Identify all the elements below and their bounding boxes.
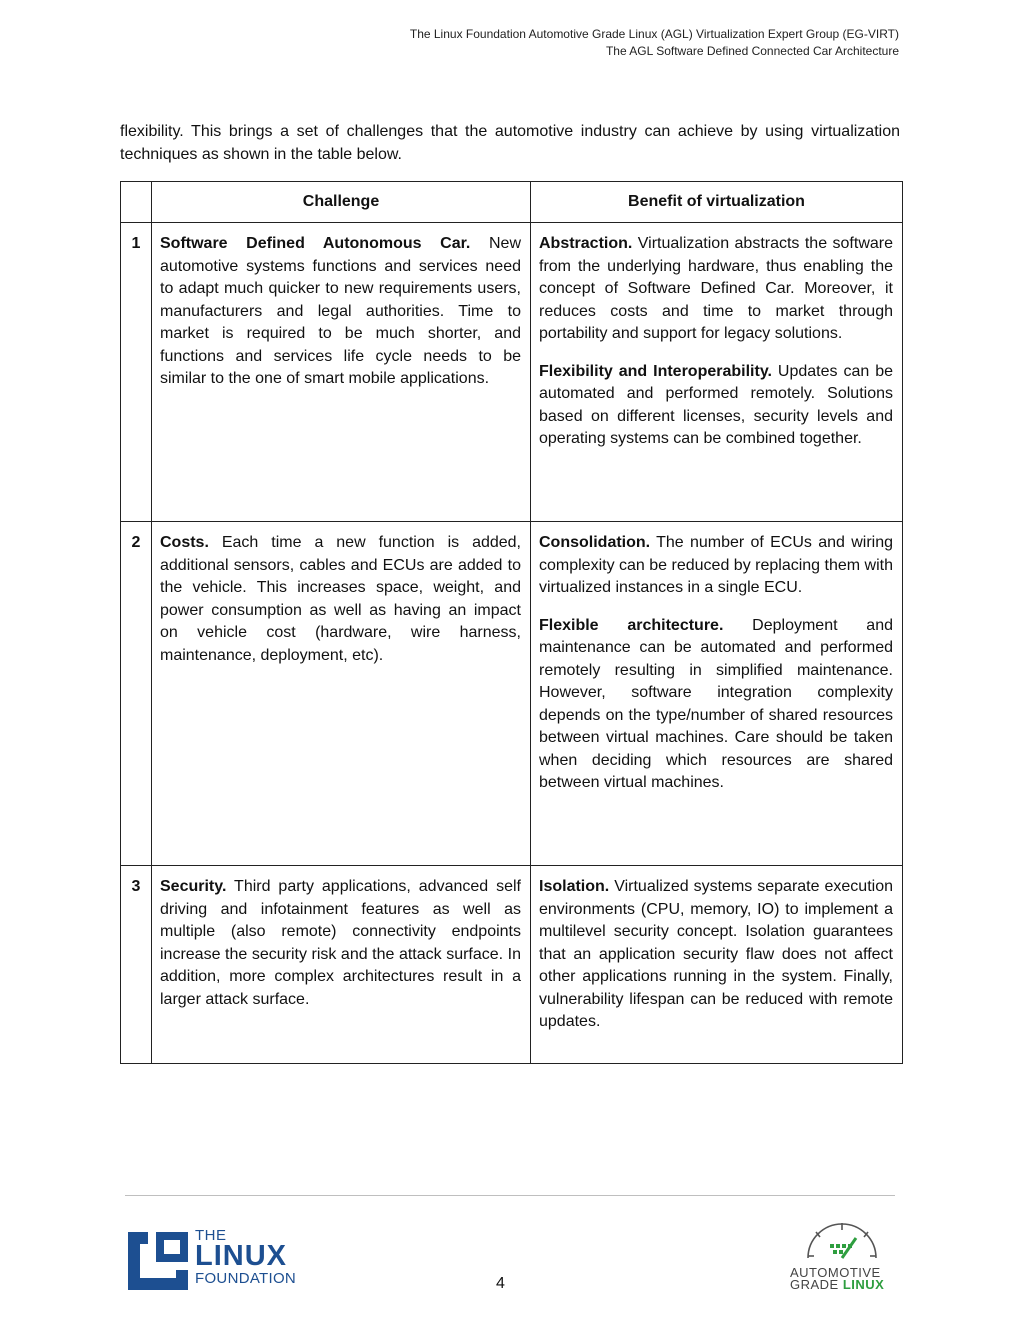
benefit-cell: [531, 866, 903, 1064]
agl-grade: GRADE: [790, 1277, 843, 1292]
agl-automotive-text: AUTOMOTIVE: [790, 1265, 881, 1280]
benefit-body: Virtualization abstracts the software from the underlying hardware, thus enabling the concept of Software Defined Car. Moreover, it reduces costs and time to market through portability and support for legacy solutions.: [539, 235, 893, 342]
benefit-text: [539, 615, 893, 795]
challenges-table: [120, 181, 903, 1064]
header-line-2: The AGL Software Defined Connected Car Architecture: [605, 44, 899, 58]
benefit-cell: [531, 522, 903, 866]
challenge-title: Security.: [160, 878, 227, 895]
table-row: [121, 866, 903, 1064]
benefit-text: [539, 876, 893, 1034]
agl-linux: LINUX: [842, 1277, 885, 1292]
challenge-title: Software Defined Autonomous Car.: [160, 235, 471, 252]
header-benefit: Benefit of virtualization: [531, 182, 903, 223]
challenge-text: [160, 876, 521, 1011]
benefit-body: Updates can be automated and performed remotely. Solutions based on different licenses, security levels and operating systems can be combined together.: [539, 362, 893, 447]
agl-grade-linux-text: [790, 1277, 884, 1292]
challenge-cell: [152, 866, 531, 1064]
intro-paragraph: flexibility. This brings a set of challenges that the automotive industry can achieve by using virtualization techniques as shown in the table below.: [120, 123, 900, 163]
benefit-text: [539, 532, 893, 600]
row-number: 2: [121, 522, 152, 866]
challenge-body: Each time a new function is added, additional sensors, cables and ECUs are added to the vehicle. This increases space, weight, and power consumption as well as having an impact on vehicle cost (hardware, wire harness, maintenance, deployment, etc).: [160, 534, 521, 664]
lf-the: THE: [195, 1227, 227, 1244]
header-challenge: Challenge: [152, 182, 531, 223]
row-number: 3: [121, 866, 152, 1064]
row-number: 1: [121, 223, 152, 522]
table-header-row: [121, 182, 903, 223]
table-row: [121, 223, 903, 522]
benefit-title: Flexible architecture.: [539, 616, 724, 634]
challenge-cell: [152, 522, 531, 866]
header-num: [121, 182, 152, 223]
challenge-body: Third party applications, advanced self driving and infotainment features as well as multiple (also remote) connectivity endpoints increase the security risk and the attack surface. In addition, more complex architectures result in a larger attack surface.: [160, 878, 521, 1008]
benefit-text: [539, 361, 893, 451]
benefit-title: Abstraction.: [539, 235, 633, 252]
lf-foundation: FOUNDATION: [195, 1270, 297, 1287]
benefit-body: The number of ECUs and wiring complexity can be reduced by replacing them with virtualized instances in a single ECU.: [539, 534, 893, 596]
table-row: [121, 522, 903, 866]
page-header: [410, 26, 899, 60]
challenge-body: New automotive systems functions and services need to adapt much quicker to new requirements users, manufacturers and legal authorities. Time to market is required to be much shorter, and functions and services life cycle needs to be similar to the one of smart mobile applications.: [160, 235, 522, 387]
footer-divider: [125, 1195, 895, 1196]
header-line-1: The Linux Foundation Automotive Grade Linux (AGL) Virtualization Expert Group (EG-VIRT): [409, 27, 899, 41]
benefit-title: Flexibility and Interoperability.: [539, 362, 772, 380]
benefit-body: Virtualized systems separate execution environments (CPU, memory, IO) to implement a multilevel security concept. Isolation guarantees that an application security flaw does not affect other applications running in the system. Finally, vulnerability lifespan can be reduced with remote updates.: [539, 878, 893, 1030]
lf-linux: LINUX: [195, 1240, 287, 1272]
benefit-cell: [531, 223, 903, 522]
benefit-title: Consolidation.: [539, 534, 651, 551]
benefit-body: Deployment and maintenance can be automated and performed remotely resulting in simplified maintenance. However, software integration complexity depends on the type/number of shared resources between virtual machines. Care should be taken when deciding which resources are shared between virtual machines.: [539, 616, 893, 791]
challenge-title: Costs.: [160, 534, 209, 551]
challenge-cell: [152, 223, 531, 522]
challenge-text: [160, 532, 521, 667]
benefit-title: Isolation.: [539, 878, 610, 895]
page-number: 4: [496, 1275, 505, 1292]
challenge-text: [160, 233, 521, 391]
benefit-text: [539, 233, 893, 346]
linux-foundation-wordmark: [195, 1228, 296, 1287]
